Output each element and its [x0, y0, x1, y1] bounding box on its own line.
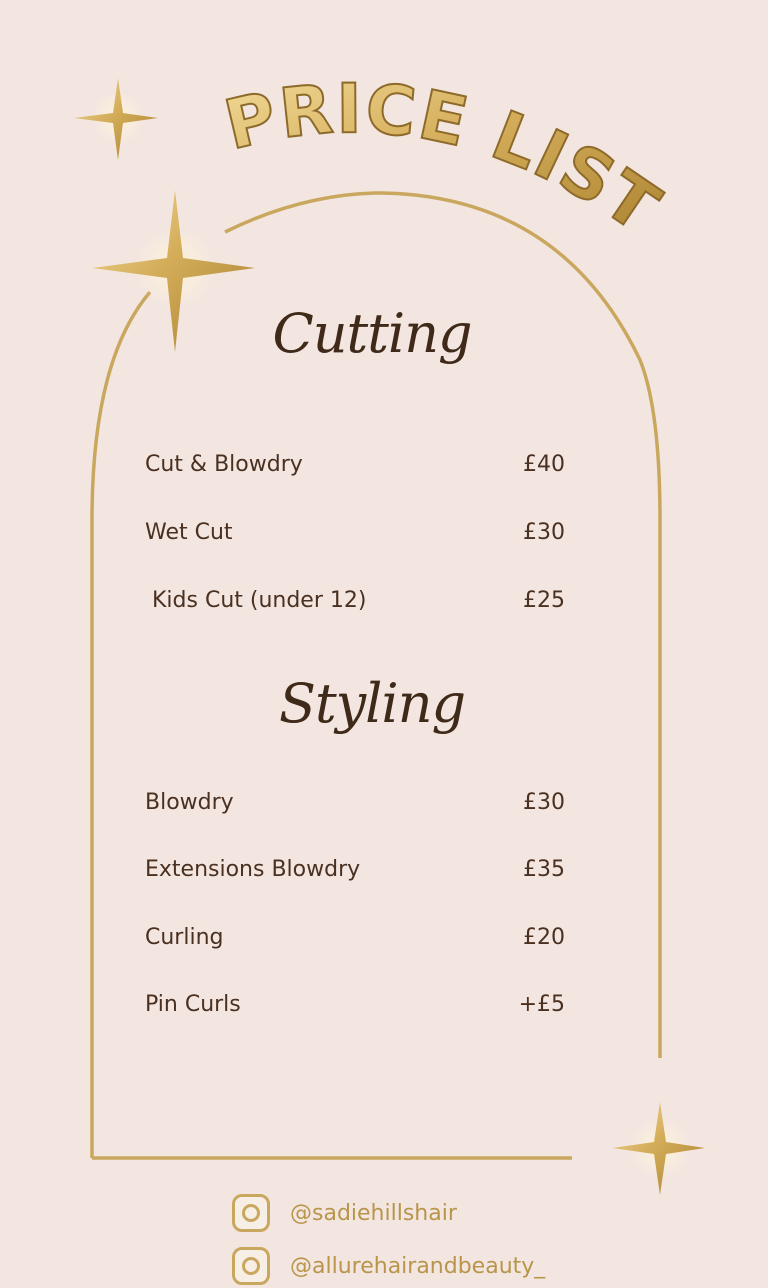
- social-link-sadiehillshair[interactable]: [232, 1194, 457, 1232]
- sparkle-icon: [74, 78, 158, 160]
- sparkle-icon: [612, 1102, 705, 1195]
- menu-item: [145, 448, 565, 480]
- item-price: £35: [523, 856, 565, 882]
- section-title-cutting: Cutting: [272, 302, 472, 365]
- menu-item: [145, 853, 565, 885]
- item-name: Blowdry: [145, 789, 234, 815]
- page-title: PRICE LIST: [217, 69, 674, 250]
- menu-item: [145, 584, 565, 616]
- item-price: £20: [523, 924, 565, 950]
- item-name: Pin Curls: [145, 991, 241, 1017]
- instagram-icon: [232, 1247, 270, 1285]
- item-price: £30: [523, 519, 565, 545]
- item-price: £40: [523, 451, 565, 477]
- instagram-icon: [232, 1194, 270, 1232]
- social-link-allurehairandbeauty[interactable]: [232, 1247, 545, 1285]
- item-price: £30: [523, 789, 565, 815]
- menu-item: [145, 786, 565, 818]
- section-title-styling: Styling: [278, 672, 466, 735]
- item-name: Cut & Blowdry: [145, 451, 303, 477]
- item-name: Curling: [145, 924, 224, 950]
- item-name: Wet Cut: [145, 519, 233, 545]
- item-price: +£5: [518, 991, 565, 1017]
- item-name: Kids Cut (under 12): [145, 587, 367, 613]
- menu-item: [145, 921, 565, 953]
- menu-item: [145, 988, 565, 1020]
- menu-item: [145, 516, 565, 548]
- item-name: Extensions Blowdry: [145, 856, 361, 882]
- social-handle: @allurehairandbeauty_: [290, 1253, 546, 1279]
- social-handle: @sadiehillshair: [290, 1200, 457, 1226]
- item-price: £25: [523, 587, 565, 613]
